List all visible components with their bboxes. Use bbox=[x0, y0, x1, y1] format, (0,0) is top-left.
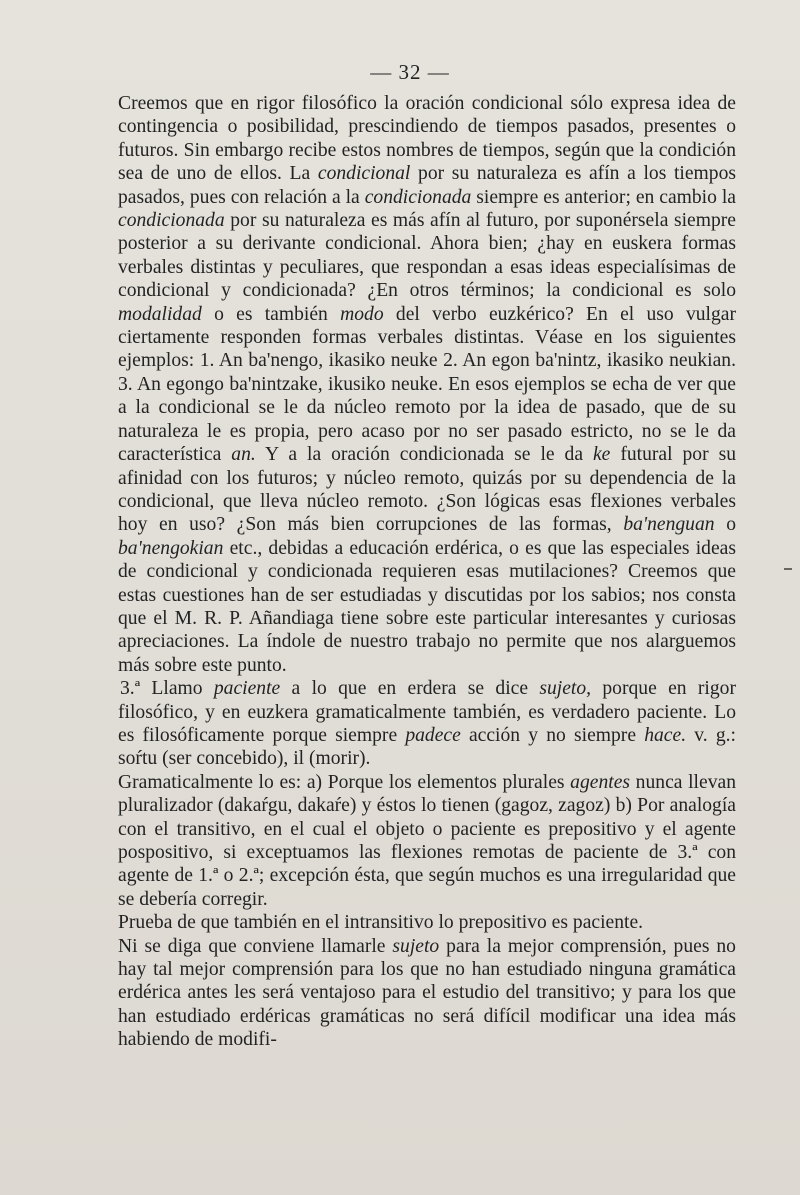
text-run: o bbox=[714, 514, 737, 536]
paragraph-gramaticalmente bbox=[118, 771, 736, 911]
italic-run: condicional bbox=[317, 163, 411, 185]
text-run: Ni se diga que conviene llamarle bbox=[118, 935, 393, 957]
italic-run: hace. bbox=[644, 724, 687, 746]
text-run: porque en rigor filosófico, y en euzkera gramaticalmente también, es verdadero paciente. Lo es filosóficamente porque siempre bbox=[118, 678, 736, 746]
body-text bbox=[118, 92, 736, 1052]
italic-run: agentes bbox=[570, 771, 631, 793]
text-run: o es también bbox=[201, 303, 341, 325]
paragraph-paciente bbox=[118, 677, 736, 771]
text-run: 3.ª Llamo bbox=[120, 678, 214, 700]
text-run: v. g.: soŕtu (ser concebido), il (morir). bbox=[118, 724, 736, 770]
text-run: Creemos que en rigor filosófico la oración condicional sólo expresa idea de contingencia o posibilidad, prescindiendo de tiempos pasados, presentes o futuros. Sin embargo recibe estos nombres de tiempos, según que la condición sea de uno de ellos. La bbox=[118, 93, 736, 185]
italic-run: paciente bbox=[213, 678, 281, 700]
text-run: acción y no siempre bbox=[460, 724, 645, 746]
text-run: por su naturaleza es afín a los tiempos pasados, pues con relación a la bbox=[118, 163, 737, 208]
text-run: siempre es anterior; en cambio la bbox=[471, 186, 736, 208]
italic-run: condicionada bbox=[364, 186, 472, 208]
italic-run: condicionada bbox=[118, 210, 225, 232]
page-number: — 32 — bbox=[370, 60, 450, 84]
text-run: a lo que en erdera se dice bbox=[280, 678, 540, 700]
text-run: futural por su afinidad con los futuros; y núcleo remoto, quizás por su dependencia de la condicional, que lleva núcleo remoto. ¿Son lógicas esas flexiones verbales hoy en uso? ¿Son más bien corrupciones de las formas, bbox=[118, 444, 736, 536]
italic-run: sujeto bbox=[392, 935, 440, 957]
text-run: nunca llevan pluralizador (dakaŕgu, dakaŕe) y éstos lo tienen (gagoz, zagoz) b) Por analogía con el transitivo, en el cual el objeto o paciente es prepositivo y el agente pospositivo, si exceptuamos las flexiones remotas de paciente de 3.ª con agente de 1.ª o 2.ª; excepción ésta, que según muchos es una irregularidad que se debería corregir. bbox=[118, 771, 736, 910]
margin-mark bbox=[784, 568, 792, 570]
text-run: para la mejor comprensión, pues no hay tal mejor comprensión para los que no han estudiado ninguna gramática erdérica antes les será ventajoso para el estudio del transitivo; y para los que han estudiado erdéricas gramáticas no será difícil modificar una idea más habiendo de modifi- bbox=[118, 935, 736, 1051]
text-run: del verbo euzkérico? En el uso vulgar ciertamente responden formas verbales distintas. Véase en los siguientes ejemplos: 1. An ba'nengo, ikasiko neuke 2. An egon ba'nintz, ikasiko neukian. 3. An egongo ba'nintzake, ikusiko neuke. En esos ejemplos se echa de ver que a la condicional se le da núcleo remoto por la idea de pasado, que de su naturaleza le es propia, pero acaso por no ser pasado estricto, no se le da característica bbox=[118, 303, 736, 466]
italic-run: padece bbox=[405, 724, 461, 746]
text-run: Prueba de que también en el intransitivo lo prepositivo es paciente. bbox=[118, 912, 644, 934]
text-run: Y a la oración condicionada se le da bbox=[255, 444, 593, 466]
italic-run: modalidad bbox=[118, 303, 202, 325]
italic-run: ba'nenguan bbox=[623, 514, 715, 536]
paragraph-conditional bbox=[118, 92, 736, 677]
text-run: por su naturaleza es más afín al futuro, por suponérsela siempre posterior a su derivante condicional. Ahora bien; ¿hay en euskera formas verbales distintas y peculiares, que respondan a esas ideas especialísimas de condicional y condicionada? ¿En otros términos; la condicional es solo bbox=[118, 210, 736, 302]
paragraph-prueba bbox=[118, 911, 736, 934]
italic-run: sujeto, bbox=[539, 678, 592, 700]
text-run: Gramaticalmente lo es: a) Porque los elementos plurales bbox=[118, 771, 571, 793]
italic-run: ke bbox=[592, 444, 611, 466]
paragraph-sujeto bbox=[118, 935, 736, 1052]
italic-run: an. bbox=[231, 444, 256, 466]
italic-run: modo bbox=[340, 303, 384, 325]
italic-run: ba'nengokian bbox=[118, 537, 224, 559]
text-run: etc., debidas a educación erdérica, o es que las especiales ideas de condicional y condicionada requieren esas mutilaciones? Creemos que estas cuestiones han de ser estudiadas y discutidas por los sabios; nos consta que el M. R. P. Añandiaga tiene sobre este particular interesantes y curiosas apreciaciones. La índole de nuestro trabajo no permite que nos alarguemos más sobre este punto. bbox=[118, 537, 736, 676]
